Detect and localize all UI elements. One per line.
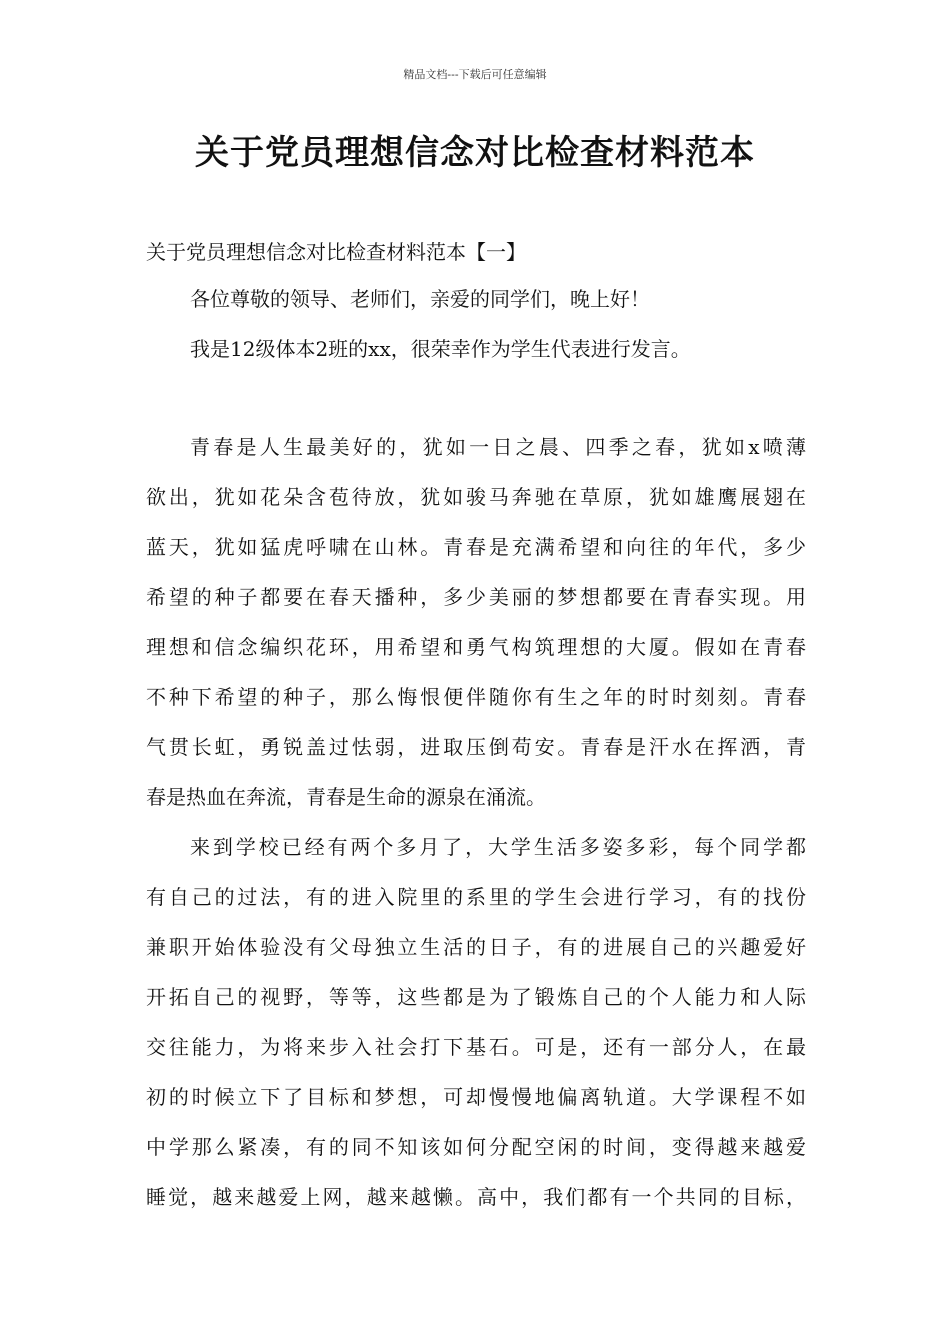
paragraph-line: 开拓自己的视野，等等，这些都是为了锻炼自己的个人能力和人际	[146, 985, 806, 1009]
paragraph-line: 欲出，犹如花朵含苞待放，犹如骏马奔驰在草原，犹如雄鹰展翅在	[146, 485, 806, 509]
section-heading: 关于党员理想信念对比检查材料范本【一】	[146, 240, 526, 264]
paragraph-line: 睡觉，越来越爱上网，越来越懒。高中，我们都有一个共同的目标，	[146, 1185, 806, 1209]
paragraph-line: 气贯长虹，勇锐盖过怯弱，进取压倒苟安。青春是汗水在挥洒，青	[146, 735, 806, 759]
paragraph-line: 理想和信念编织花环，用希望和勇气构筑理想的大厦。假如在青春	[146, 635, 806, 659]
intro-line: 我是12级体本2班的xx，很荣幸作为学生代表进行发言。	[190, 337, 691, 361]
document-title: 关于党员理想信念对比检查材料范本	[195, 133, 755, 173]
greeting-line: 各位尊敬的领导、老师们，亲爱的同学们，晚上好！	[190, 287, 650, 311]
paragraph-line: 中学那么紧凑，有的同不知该如何分配空闲的时间，变得越来越爱	[146, 1135, 806, 1159]
paragraph-line: 有自己的过法，有的进入院里的系里的学生会进行学习，有的找份	[146, 885, 806, 909]
paragraph-line: 蓝天，犹如猛虎呼啸在山林。青春是充满希望和向往的年代，多少	[146, 535, 806, 559]
page-header-note: 精品文档---下载后可任意编辑	[403, 68, 547, 81]
paragraph-gap	[146, 374, 806, 422]
paragraph-line: 来到学校已经有两个多月了，大学生活多姿多彩，每个同学都	[190, 835, 806, 859]
paragraph-line: 不种下希望的种子，那么悔恨便伴随你有生之年的时时刻刻。青春	[146, 685, 806, 709]
paragraph-university	[146, 822, 806, 1222]
document-body	[146, 230, 806, 1222]
paragraph-line: 初的时候立下了目标和梦想，可却慢慢地偏离轨道。大学课程不如	[146, 1085, 806, 1109]
paragraph-line: 春是热血在奔流，青春是生命的源泉在涌流。	[146, 785, 546, 809]
paragraph-line: 交往能力，为将来步入社会打下基石。可是，还有一部分人，在最	[146, 1035, 806, 1059]
paragraph-line: 兼职开始体验没有父母独立生活的日子，有的进展自己的兴趣爱好	[146, 935, 806, 959]
paragraph-line: 希望的种子都要在春天播种，多少美丽的梦想都要在青春实现。用	[146, 585, 806, 609]
paragraph-youth	[146, 422, 806, 822]
paragraph-line: 青春是人生最美好的，犹如一日之晨、四季之春，犹如x喷薄	[190, 435, 806, 459]
